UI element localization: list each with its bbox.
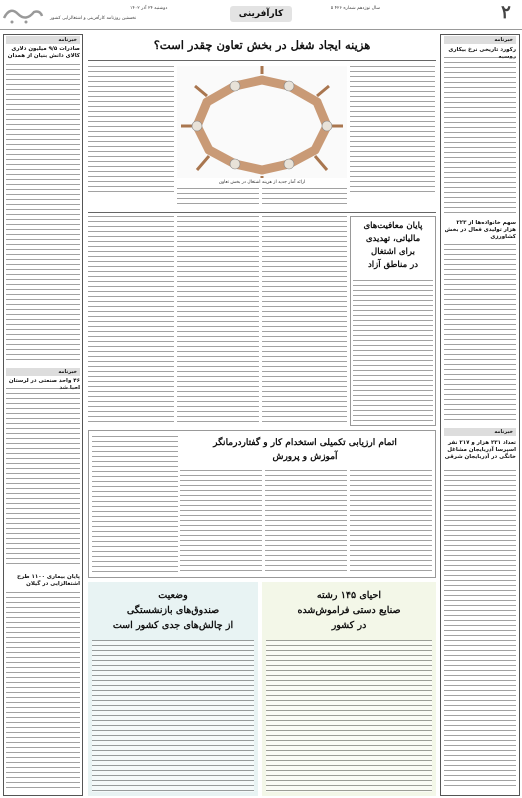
box-headline-line: پایان معافیت‌های [363,221,423,231]
wide-body-text [265,470,347,574]
wide-body-text [180,470,262,574]
box-headline-line: مالیاتی، تهدیدی [365,234,421,244]
wide-headline-line: اتمام ارزیابی تکمیلی استخدام کار و گفتاردرمانگر [213,438,397,448]
issue-line: سال نوزدهم شماره ۴۲۶ ۵ [330,6,380,11]
sidebar-headline: پایان بیماری ۱۱۰۰ طرح اشتغالزایی در گیلان [17,574,80,587]
handicrafts-body-text [266,640,432,792]
handicrafts-headline-line: صنایع دستی فراموش‌شده [297,605,401,616]
sidebar-tag: خبرنامه [444,36,516,44]
page-number: ۲ [501,2,511,23]
handshake-circle-photo [177,66,347,178]
pension-body-text [92,640,254,792]
article-body-text [350,66,435,196]
handicrafts-headline-line: احیای ۱۴۵ رشته [316,590,382,601]
article-body-text [88,66,174,196]
sidebar-headline: رکورد تاریخی نرخ بیکاری [448,47,516,53]
sidebar-body-text [444,470,516,790]
wide-body-text [350,470,432,574]
sidebar-body-text [444,57,516,215]
pension-headline-line: صندوق‌های بازنشستگی [126,605,220,616]
newspaper-logo [0,0,44,30]
wide-headline [180,436,430,466]
divider [88,212,436,213]
handicrafts-headline [264,588,434,636]
sidebar-body-text [6,388,80,568]
sidebar-body-text [444,244,516,420]
sidebar-headline: تعداد ۲۳۱ هزار و ۲۱۷ نفر اسپرسا آذربایجان مشاغل خانگی در آذربایجان شرقی [444,440,516,460]
main-headline: هزینه ایجاد شغل در بخش تعاون چقدر است؟ [153,38,371,52]
date-line: دوشنبه ۲۴ آذر ۱۴۰۲ [130,6,168,11]
box-headline [352,220,434,274]
tagline: نخستین روزنامه کارآفرینی و اشتغالزایی کشور [50,16,137,21]
sidebar-body-text [6,64,80,364]
pension-headline [90,588,256,636]
article-body-text [177,216,259,426]
pension-headline-line: وضعیت [158,590,188,601]
divider [88,60,436,61]
sidebar-headline: صادرات ۹/۵ میلیون دلاری کالای دانش بنیان از همدان [7,46,80,59]
box-body-text [353,280,433,422]
article-body-text [262,216,347,426]
sidebar-tag: خبرنامه [444,428,516,436]
wide-headline-line: آموزش و پرورش [272,452,338,462]
photo-caption: ارائه آمار جدید از هزینه اشتغال در بخش تعاون [218,180,306,185]
box-headline-line: برای اشتغال [371,247,415,257]
sidebar-headline: ۴۶ واحد صنعتی در لرستان [8,378,80,384]
pension-headline-line: از چالش‌های جدی کشور است [112,620,234,631]
sidebar-headline: سهم خانواده‌ها از ۲۲۳ هزار تولیدی فعال در بخش کشاورزی [444,220,516,240]
sidebar-tag: خبرنامه [6,36,80,44]
sidebar-tag: خبرنامه [6,368,80,376]
handicrafts-headline-line: در کشور [331,620,367,631]
section-label: کارآفرینی [230,6,292,22]
sidebar-body-text [6,592,80,792]
article-body-text [262,188,347,208]
article-body-text [177,188,259,208]
article-body-text [88,216,174,426]
wide-body-text [92,436,178,574]
box-headline-line: در مناطق آزاد [368,260,418,270]
